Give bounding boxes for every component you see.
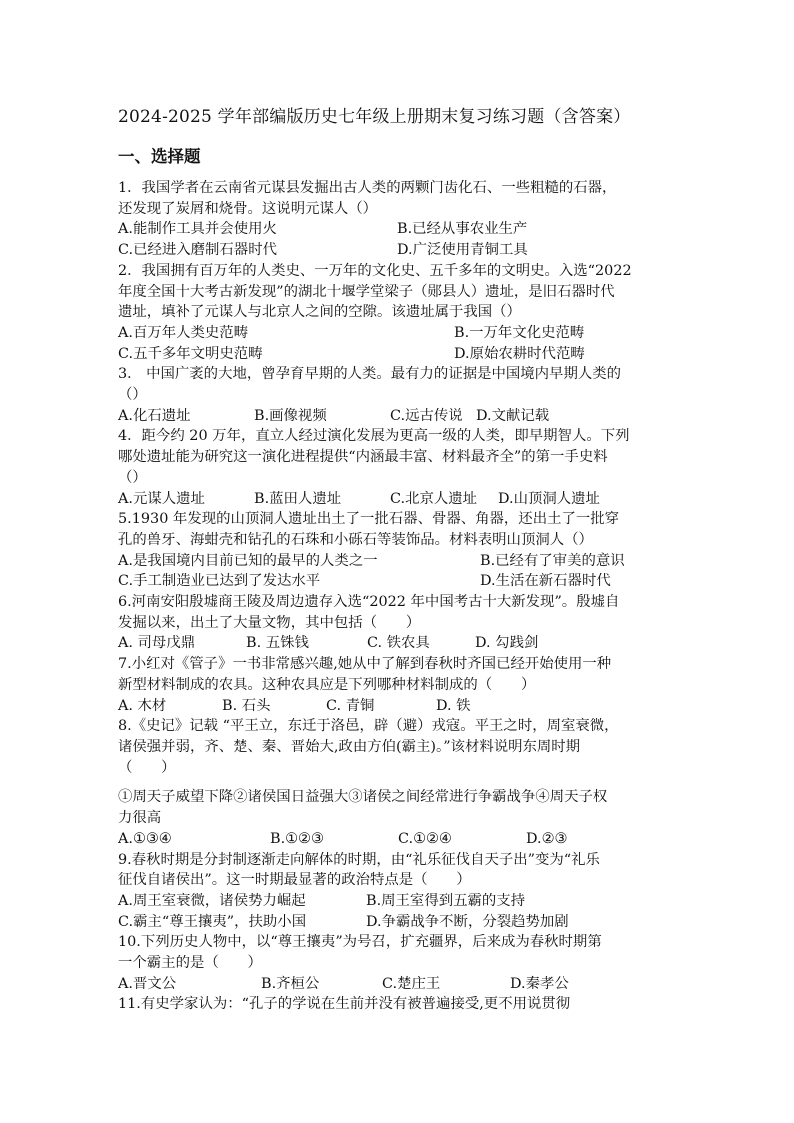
option-row bbox=[118, 344, 678, 365]
option-d[interactable]: D.生活在新石器时代 bbox=[480, 573, 611, 590]
option-row bbox=[118, 489, 678, 510]
option-a[interactable]: A.晋文公 bbox=[118, 975, 177, 992]
option-b[interactable]: B.已经有了审美的意识 bbox=[480, 552, 625, 569]
option-b[interactable]: B. 五铢钱 bbox=[246, 635, 309, 652]
spacer bbox=[118, 778, 678, 787]
question-text-line: 11.有史学家认为：“孔子的学说在生前并没有被普遍接受,更不用说贯彻 bbox=[118, 996, 571, 1013]
option-b[interactable]: B.一万年文化史范畴 bbox=[454, 324, 585, 341]
option-row bbox=[118, 219, 678, 240]
option-d[interactable]: D.②③ bbox=[526, 830, 568, 847]
option-c[interactable]: C.霸主“尊王攘夷”，扶助小国 bbox=[118, 913, 307, 930]
option-c[interactable]: C. 青铜 bbox=[326, 697, 375, 714]
option-row bbox=[118, 974, 678, 995]
question-text-line: 10.下列历史人物中，以“尊王攘夷”为号召，扩充疆界，后来成为春秋时期第 bbox=[118, 934, 602, 951]
option-row bbox=[118, 571, 678, 592]
section-heading: 一、选择题 bbox=[118, 147, 201, 166]
question-text-line: 孔的兽牙、海蚶壳和钻孔的石珠和小砾石等装饰品。材料表明山顶洞人（） bbox=[118, 531, 593, 548]
option-row bbox=[118, 633, 678, 654]
question-text-line: 年度全国十大考古新发现”的湖北十堰学堂梁子（郧县人）遗址，是旧石器时代 bbox=[118, 283, 615, 300]
question-text-line: 1．我国学者在云南省元谋县发掘出古人类的两颗门齿化石、一些粗糙的石器， bbox=[118, 180, 617, 196]
question-11 bbox=[118, 994, 678, 1015]
option-row bbox=[118, 891, 678, 912]
question-text-line: 诸侯强并弱，齐、楚、秦、晋始大,政由方伯(霸主)。”该材料说明东周时期 bbox=[118, 738, 581, 755]
question-text-line: 力很高 bbox=[118, 810, 162, 827]
option-c[interactable]: C.北京人遗址 bbox=[390, 490, 478, 507]
option-row bbox=[118, 829, 678, 850]
question-text-line: 新型材料制成的农具。这种农具应是下列哪种材料制成的（ ） bbox=[118, 676, 536, 693]
question-text-line: 发掘以来，出土了大量文物，其中包括（ ） bbox=[118, 614, 421, 631]
option-b[interactable]: B.画像视频 bbox=[254, 407, 327, 424]
question-text-line: 征伐自诸侯出”。这一时期最显著的政治特点是（ ） bbox=[118, 872, 471, 889]
question-text-line: （） bbox=[118, 387, 147, 404]
option-b[interactable]: B.齐桓公 bbox=[261, 975, 320, 992]
option-row bbox=[118, 551, 678, 572]
question-text-line: （） bbox=[118, 469, 147, 486]
question-text-line: （ ） bbox=[118, 759, 176, 776]
question-text-line: 5.1930 年发现的山顶洞人遗址出土了一批石器、骨器、角器，还出土了一批穿 bbox=[118, 511, 620, 528]
question-4 bbox=[118, 426, 678, 509]
question-text-line: 4．距今约 20 万年，直立人经过演化发展为更高一级的人类，即早期智人。下列 bbox=[118, 428, 630, 445]
option-c[interactable]: C.①②④ bbox=[398, 830, 452, 847]
question-text-line: 遗址，填补了元谋人与北京人之间的空隙。该遗址属于我国（） bbox=[118, 304, 521, 321]
option-c[interactable]: C.五千多年文明史范畴 bbox=[118, 345, 263, 362]
question-text-line: 哪处遗址能为研究这一演化进程提供“内涵最丰富、材料最齐全”的第一手史料 bbox=[118, 449, 608, 466]
question-text-line: 7.小红对《管子》一书非常感兴趣,她从中了解到春秋时齐国已经开始使用一种 bbox=[118, 656, 612, 673]
option-b[interactable]: B. 石头 bbox=[222, 697, 271, 714]
document-title: 2024-2025 学年部编版历史七年级上册期末复习练习题（含答案） bbox=[118, 107, 631, 127]
option-b[interactable]: B.①②③ bbox=[270, 830, 324, 847]
option-a[interactable]: A. 司母戊鼎 bbox=[118, 635, 196, 652]
question-text-line: 还发现了炭屑和烧骨。这说明元谋人（） bbox=[118, 200, 378, 217]
question-8 bbox=[118, 716, 678, 849]
question-7 bbox=[118, 654, 678, 716]
option-a[interactable]: A.能制作工具并会使用火 bbox=[118, 221, 277, 238]
question-text-line: 2．我国拥有百万年的人类史、一万年的文化史、五千多年的文明史。入选“2022 bbox=[118, 262, 632, 279]
option-c[interactable]: C.手工制造业已达到了发达水平 bbox=[118, 573, 321, 590]
option-c[interactable]: C.远古传说 bbox=[390, 407, 463, 424]
option-row bbox=[118, 912, 678, 933]
question-text-line: 6.河南安阳殷墟商王陵及周边遗存入选“2022 年中国考古十大新发现”。殷墟自 bbox=[118, 594, 620, 611]
question-text-line: 9.春秋时期是分封制逐渐走向解体的时期，由“礼乐征伐自天子出”变为“礼乐 bbox=[118, 851, 600, 868]
option-d[interactable]: D.山顶洞人遗址 bbox=[498, 490, 600, 507]
option-a[interactable]: A.化石遗址 bbox=[118, 407, 191, 424]
option-d[interactable]: D.广泛使用青铜工具 bbox=[397, 242, 528, 259]
option-a[interactable]: A.是我国境内目前已知的最早的人类之一 bbox=[118, 552, 378, 569]
option-b[interactable]: B.蓝田人遗址 bbox=[254, 490, 342, 507]
option-c[interactable]: C.楚庄王 bbox=[382, 975, 441, 992]
question-2 bbox=[118, 261, 678, 365]
option-c[interactable]: C. 铁农具 bbox=[367, 635, 430, 652]
question-10 bbox=[118, 932, 678, 994]
option-a[interactable]: A.①③④ bbox=[118, 830, 172, 847]
document-page bbox=[118, 105, 678, 1015]
option-row bbox=[118, 240, 678, 261]
option-d[interactable]: D. 铁 bbox=[436, 697, 471, 714]
option-row bbox=[118, 696, 678, 717]
question-1 bbox=[118, 178, 678, 261]
option-d[interactable]: D.原始农耕时代范畴 bbox=[454, 345, 585, 362]
option-b[interactable]: B.已经从事农业生产 bbox=[397, 221, 528, 238]
option-row bbox=[118, 406, 678, 427]
option-d[interactable]: D. 勾践剑 bbox=[475, 635, 539, 652]
question-text-line: 一个霸主的是（ ） bbox=[118, 955, 262, 972]
question-text-line: 8.《史记》记载 “平王立，东迁于洛邑，辟（避）戎寇。平王之时，周室衰微， bbox=[118, 718, 619, 735]
question-5 bbox=[118, 509, 678, 592]
option-d[interactable]: D.争霸战争不断，分裂趋势加剧 bbox=[366, 913, 569, 930]
option-b[interactable]: B.周王室得到五霸的支持 bbox=[366, 892, 526, 909]
option-c[interactable]: C.已经进入磨制石器时代 bbox=[118, 242, 277, 259]
option-a[interactable]: A.周王室衰微，诸侯势力崛起 bbox=[118, 892, 306, 909]
option-a[interactable]: A.百万年人类史范畴 bbox=[118, 324, 249, 341]
option-row bbox=[118, 323, 678, 344]
option-d[interactable]: D.秦孝公 bbox=[510, 975, 569, 992]
question-text-line: 3． 中国广袤的大地，曾孕育早期的人类。最有力的证据是中国境内早期人类的 bbox=[118, 366, 622, 383]
option-d[interactable]: D.文献记载 bbox=[476, 407, 550, 424]
option-a[interactable]: A. 木材 bbox=[118, 697, 167, 714]
question-6 bbox=[118, 592, 678, 654]
option-a[interactable]: A.元谋人遗址 bbox=[118, 490, 205, 507]
question-3 bbox=[118, 364, 678, 426]
question-text-line: ①周天子威望下降②诸侯国日益强大③诸侯之间经常进行争霸战争④周天子权 bbox=[118, 789, 608, 806]
question-9 bbox=[118, 850, 678, 933]
